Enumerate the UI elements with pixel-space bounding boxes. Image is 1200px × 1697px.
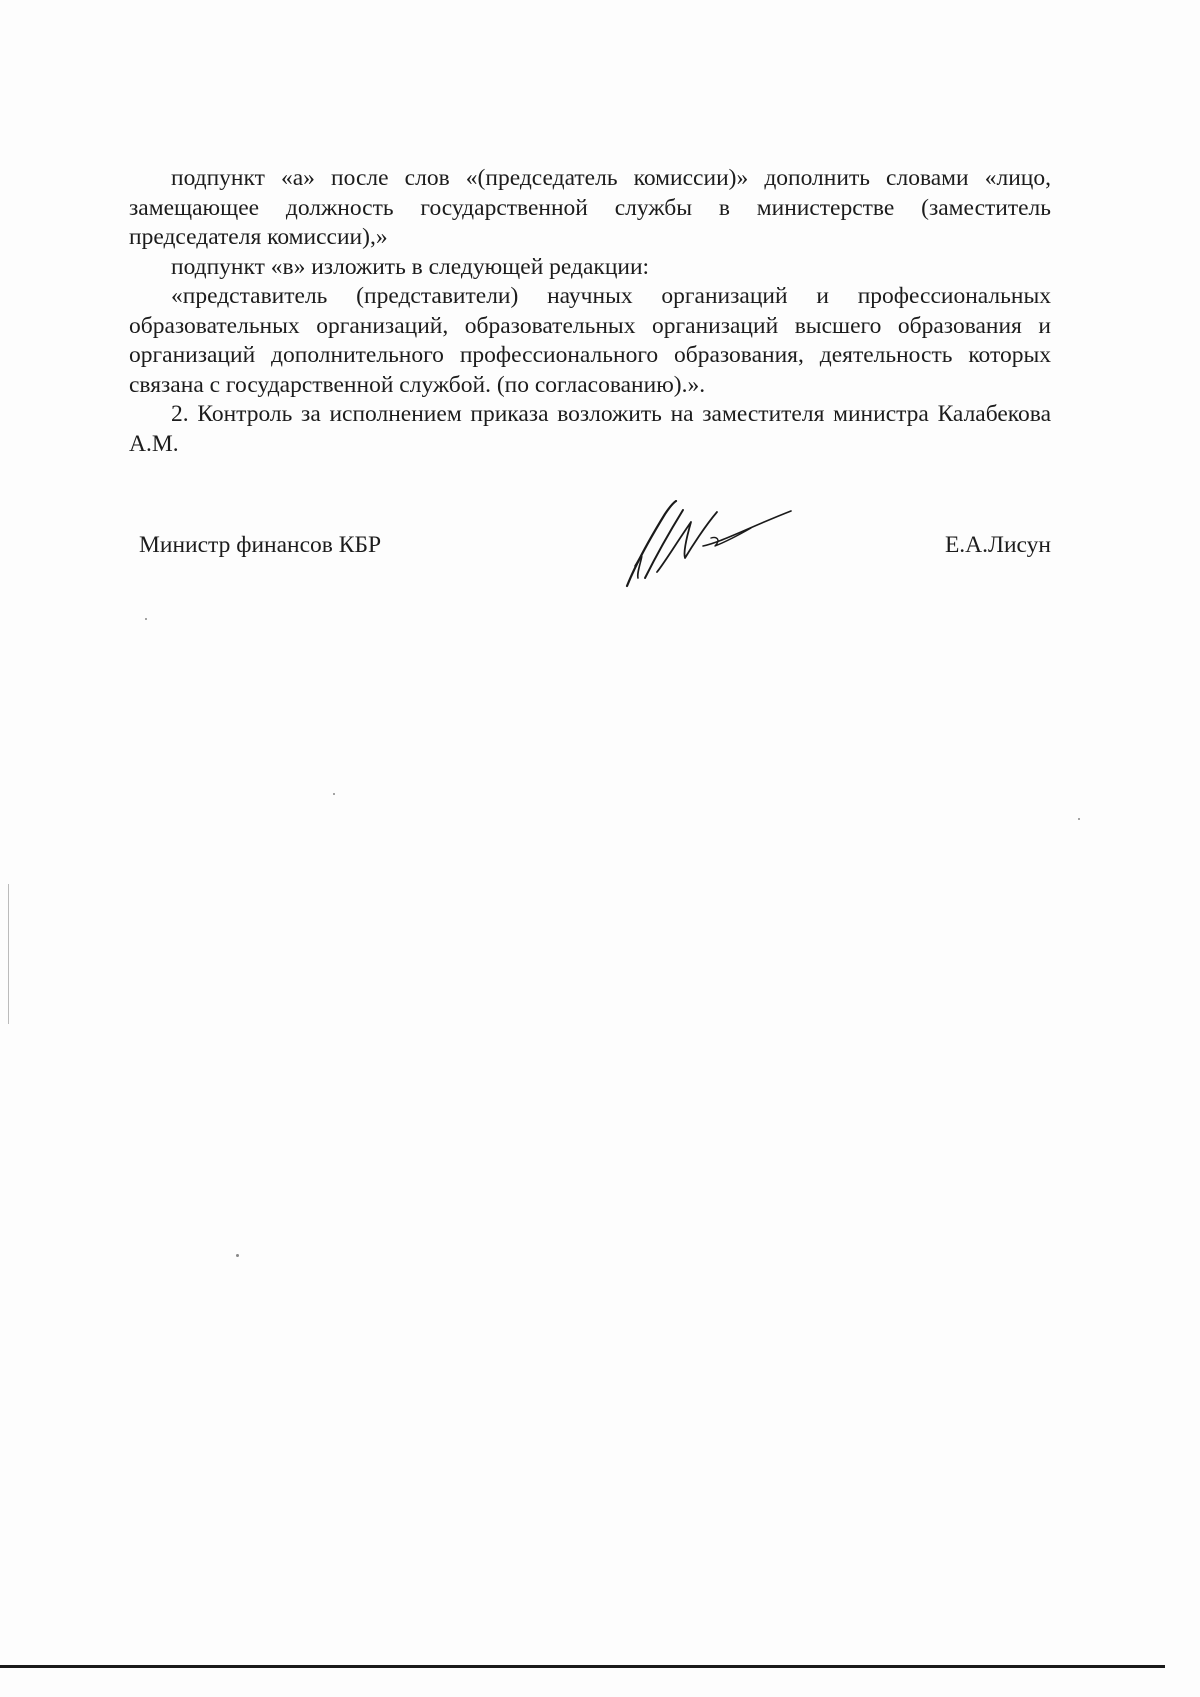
scan-speck xyxy=(145,618,147,620)
signature-block xyxy=(129,500,1051,580)
handwritten-signature xyxy=(621,500,796,590)
paragraph-subitem-v-intro: подпункт «в» изложить в следующей редакции: xyxy=(171,253,650,280)
paragraph-subitem-a: подпункт «а» после слов «(председатель комиссии)» дополнить словами «лицо, замещающее должность государственной службы в министерстве (заместитель председателя комиссии),» xyxy=(129,165,1051,250)
scan-speck xyxy=(333,793,335,795)
paragraph-subitem-v-text: «представитель (представители) научных организаций и профессиональных образовательных организаций, образовательных организаций высшего образования и организаций дополнительного профессионального образования, деятельность которых связана с государственной службой. (по согласованию).». xyxy=(129,283,1051,398)
scan-speck xyxy=(1078,818,1080,820)
paragraph-item-2: 2. Контроль за исполнением приказа возложить на заместителя министра Калабекова А.М. xyxy=(129,401,1051,457)
signatory-title: Министр финансов КБР xyxy=(139,532,382,558)
scan-edge-artifact xyxy=(8,884,9,1024)
scan-speck xyxy=(236,1254,239,1257)
document-body xyxy=(129,164,1051,459)
signatory-name: Е.А.Лисун xyxy=(944,532,1051,558)
bottom-edge-line xyxy=(0,1665,1165,1668)
